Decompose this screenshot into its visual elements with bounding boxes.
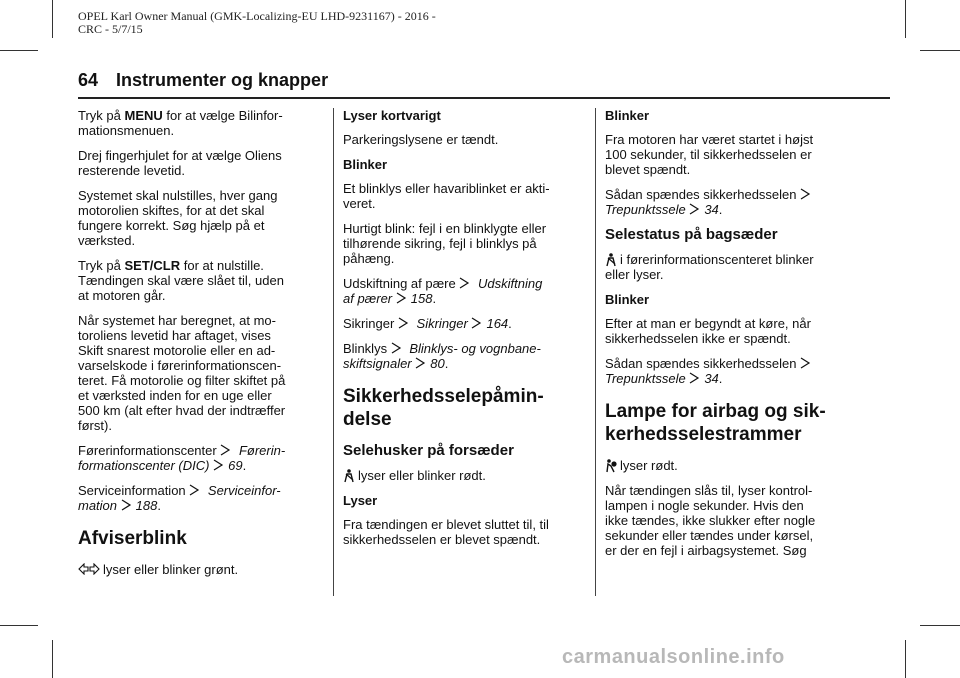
label: Blinker xyxy=(605,108,650,123)
crop-mark xyxy=(920,50,960,51)
reference-arrow-icon xyxy=(398,317,410,329)
reference-arrow-icon xyxy=(189,484,201,496)
heading-airbag-lampe: Lampe for airbag og sik- kerhedsselestrammer xyxy=(605,401,826,445)
paragraph: Fra tændingen er blevet sluttet til, til sikkerhedsselen er blevet spændt. xyxy=(343,517,549,547)
label: Lyser kortvarigt xyxy=(343,108,441,123)
heading-afviserblink: Afviserblink xyxy=(78,528,187,549)
watermark: carmanualsonline.info xyxy=(562,646,785,668)
cross-reference[interactable]: Serviceinformation Serviceinfor- mation 188. xyxy=(78,483,281,513)
crop-mark xyxy=(52,0,53,38)
crop-mark xyxy=(905,640,906,678)
reference-arrow-icon xyxy=(391,342,403,354)
seatbelt-icon xyxy=(605,253,617,265)
print-header-line2: CRC - 5/7/15 xyxy=(78,22,143,36)
reference-arrow-icon xyxy=(800,188,812,200)
paragraph: Efter at man er begyndt at køre, når sikkerhedsselen ikke er spændt. xyxy=(605,316,811,346)
cross-reference[interactable]: Sikringer Sikringer 164. xyxy=(343,316,512,331)
paragraph: Fra motoren har været startet i højst 100 sekunder, til sikkerhedsselen er blevet spændt. xyxy=(605,132,814,177)
reference-arrow-icon xyxy=(471,317,483,329)
reference-arrow-icon xyxy=(220,444,232,456)
paragraph: Drej fingerhjulet for at vælge Oliens resterende levetid. xyxy=(78,148,282,178)
cross-reference[interactable]: Sådan spændes sikkerhedsselen Trepunktssele 34. xyxy=(605,356,867,386)
reference-arrow-icon xyxy=(121,499,133,511)
paragraph: Hurtigt blink: fejl i en blinklygte eller tilhørende sikring, fejl i blinklys på påhæng. xyxy=(343,221,547,266)
heading-sikkerhedsselepaamindelse: Sikkerhedsselepåmin- delse xyxy=(343,386,544,430)
paragraph: i førerinformationscenteret blinker eller lyser. xyxy=(605,252,814,282)
label: Lyser xyxy=(343,493,378,508)
turn-signal-icon xyxy=(78,563,100,575)
airbag-icon xyxy=(605,459,617,471)
page-number: 64 xyxy=(78,70,99,90)
column-2 xyxy=(343,108,605,557)
crop-mark xyxy=(0,50,38,51)
crop-mark xyxy=(0,625,38,626)
reference-arrow-icon xyxy=(396,292,408,304)
paragraph: Parkeringslysene er tændt. xyxy=(343,132,499,147)
label: Blinker xyxy=(343,157,388,172)
paragraph: Når systemet har beregnet, at mo- toroliens levetid har aftaget, vises Skift snarest motorolie eller en ad- varselskode i førerinformationscen- teret. Få motorolie og filter skiftet på et værksted inden for en uge eller 500 km (alt efter hvad der indtræffer først). xyxy=(78,313,286,433)
print-header-line1: OPEL Karl Owner Manual (GMK-Localizing-EU LHD-9231167) - 2016 - xyxy=(78,9,436,23)
paragraph: lyser eller blinker grønt. xyxy=(78,562,340,577)
paragraph: Tryk på MENU for at vælge Bilinfor- mationsmenuen. xyxy=(78,108,283,138)
crop-mark xyxy=(905,0,906,38)
paragraph: Tryk på SET/CLR for at nulstille. Tændingen skal være slået til, uden at motoren går. xyxy=(78,258,284,303)
reference-arrow-icon xyxy=(689,203,701,215)
crop-mark xyxy=(52,640,53,678)
reference-arrow-icon xyxy=(459,277,471,289)
cross-reference[interactable]: Udskiftning af pære Udskiftning af pærer 158. xyxy=(343,276,543,306)
reference-arrow-icon xyxy=(800,357,812,369)
cross-reference[interactable]: Førerinformationscenter Førerin- formationscenter (DIC) 69. xyxy=(78,443,286,473)
column-1 xyxy=(78,108,340,587)
crop-mark xyxy=(920,625,960,626)
section-title: Instrumenter og knapper xyxy=(116,70,329,90)
paragraph: Når tændingen slås til, lyser kontrol- lampen i nogle sekunder. Hvis den ikke tændes, ikke slukker efter nogle sekunder eller tændes under kørsel, er der en fejl i airbagsystemet. Søg xyxy=(605,483,816,558)
paragraph: lyser eller blinker rødt. xyxy=(343,468,605,483)
title-rule xyxy=(78,97,890,99)
reference-arrow-icon xyxy=(689,372,701,384)
paragraph: lyser rødt. xyxy=(605,458,867,473)
paragraph: Systemet skal nulstilles, hver gang motorolien skiftes, for at det skal fungere korrekt. Søg hjælp på et værksted. xyxy=(78,188,278,248)
page-title xyxy=(78,70,328,91)
cross-reference[interactable]: Sådan spændes sikkerhedsselen Trepunktssele 34. xyxy=(605,187,867,217)
print-header xyxy=(78,10,436,36)
subheading-selehusker: Selehusker på forsæder xyxy=(343,442,514,459)
reference-arrow-icon xyxy=(415,357,427,369)
reference-arrow-icon xyxy=(213,459,225,471)
label: Blinker xyxy=(605,292,650,307)
column-3 xyxy=(605,108,867,568)
paragraph: Et blinklys eller havariblinket er akti- veret. xyxy=(343,181,550,211)
seatbelt-icon xyxy=(343,469,355,481)
cross-reference[interactable]: Blinklys Blinklys- og vognbane- skiftsignaler 80. xyxy=(343,341,541,371)
subheading-selestatus: Selestatus på bagsæder xyxy=(605,226,778,243)
